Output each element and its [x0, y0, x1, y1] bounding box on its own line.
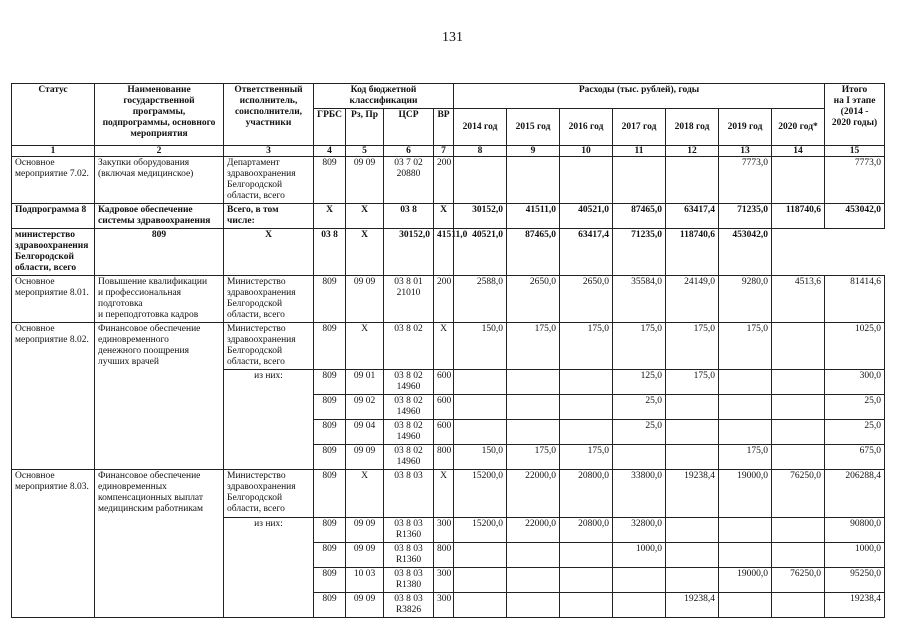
header-total: Итого на I этапе (2014 - 2020 годы) [825, 84, 885, 146]
cell-2019: 19000,0 [719, 568, 772, 593]
cell-2016 [560, 543, 613, 568]
cell-2017: 87465,0 [507, 229, 560, 276]
cell-rzpr: 09 09 [346, 276, 384, 323]
column-number: 11 [613, 146, 666, 157]
cell-total: 206288,4 [825, 470, 885, 518]
cell-2020 [772, 323, 825, 370]
cell-csr: 03 8 02 14960 [384, 395, 434, 420]
cell-2018 [666, 420, 719, 445]
cell-2016: 175,0 [560, 445, 613, 470]
cell-2018: 19238,4 [666, 470, 719, 518]
cell-csr: 03 8 [314, 229, 346, 276]
column-number: 10 [560, 146, 613, 157]
cell-executor: Всего, в том числе: [224, 204, 314, 229]
cell-rzpr: X [224, 229, 314, 276]
cell-2019 [719, 395, 772, 420]
cell-2015 [507, 420, 560, 445]
cell-rzpr: X [346, 470, 384, 518]
header-2015: 2015 год [507, 109, 560, 146]
header-executor: Ответственный исполнитель, соисполнители, участники [224, 84, 314, 146]
cell-vr: 800 [434, 543, 454, 568]
cell-executor: Министерство здравоохранения Белгородской области, всего [224, 276, 314, 323]
column-number: 13 [719, 146, 772, 157]
cell-executor: из них: [224, 370, 314, 470]
header-status: Статус [12, 84, 95, 146]
cell-2017 [613, 445, 666, 470]
cell-2018: 24149,0 [666, 276, 719, 323]
cell-2019 [719, 518, 772, 543]
cell-rzpr: 09 02 [346, 395, 384, 420]
cell-2016: 20800,0 [560, 470, 613, 518]
cell-rzpr: 09 09 [346, 518, 384, 543]
cell-csr: 03 8 02 14960 [384, 420, 434, 445]
cell-2014: 30152,0 [384, 229, 434, 276]
cell-name: Кадровое обеспечение системы здравоохранения [95, 204, 224, 229]
cell-vr: 200 [434, 276, 454, 323]
cell-2017: 125,0 [613, 370, 666, 395]
cell-2018: 175,0 [666, 370, 719, 395]
cell-2019: 71235,0 [613, 229, 666, 276]
cell-executor: из них: [224, 518, 314, 618]
cell-2015: 175,0 [507, 445, 560, 470]
cell-2018: 63417,4 [666, 204, 719, 229]
cell-2020 [772, 445, 825, 470]
column-number: 14 [772, 146, 825, 157]
cell-rzpr: 09 01 [346, 370, 384, 395]
cell-2015 [507, 543, 560, 568]
cell-vr: 600 [434, 395, 454, 420]
cell-2018: 175,0 [666, 323, 719, 370]
cell-2016 [560, 157, 613, 204]
cell-grbs: 809 [314, 276, 346, 323]
cell-2017: 32800,0 [613, 518, 666, 543]
cell-2020 [772, 420, 825, 445]
cell-2018 [666, 568, 719, 593]
cell-status: Основное мероприятие 7.02. [12, 157, 95, 204]
cell-2018 [666, 518, 719, 543]
cell-status: Основное мероприятие 8.02. [12, 323, 95, 470]
cell-2015: 41511,0 [507, 204, 560, 229]
cell-2017: 1000,0 [613, 543, 666, 568]
cell-2015 [507, 568, 560, 593]
column-number: 1 [12, 146, 95, 157]
cell-grbs: 809 [314, 395, 346, 420]
cell-rzpr: 10 03 [346, 568, 384, 593]
cell-2015 [507, 370, 560, 395]
cell-vr: 600 [434, 370, 454, 395]
column-number: 3 [224, 146, 314, 157]
cell-rzpr: 09 09 [346, 157, 384, 204]
cell-total: 90800,0 [825, 518, 885, 543]
cell-csr: 03 8 03 R1380 [384, 568, 434, 593]
cell-2020 [772, 157, 825, 204]
header-vr: ВР [434, 109, 454, 146]
cell-2014 [454, 420, 507, 445]
cell-grbs: 809 [314, 470, 346, 518]
table-row [12, 204, 885, 229]
cell-2019 [719, 370, 772, 395]
cell-csr: 03 8 03 R3826 [384, 593, 434, 618]
cell-total: 95250,0 [825, 568, 885, 593]
cell-2018: 19238,4 [666, 593, 719, 618]
cell-2017: 33800,0 [613, 470, 666, 518]
header-grbs: ГРБС [314, 109, 346, 146]
cell-2018: 63417,4 [560, 229, 613, 276]
cell-2015 [507, 593, 560, 618]
cell-2018 [666, 395, 719, 420]
cell-grbs: 809 [314, 445, 346, 470]
header-2019: 2019 год [719, 109, 772, 146]
cell-2014 [454, 395, 507, 420]
cell-csr: 03 8 02 14960 [384, 445, 434, 470]
cell-2017 [613, 568, 666, 593]
cell-vr: X [434, 470, 454, 518]
header-rzpr: Рз, Пр [346, 109, 384, 146]
cell-total: 81414,6 [825, 276, 885, 323]
cell-2020: 118740,6 [666, 229, 719, 276]
cell-csr: 03 8 03 R1360 [384, 518, 434, 543]
column-number: 9 [507, 146, 560, 157]
cell-2015: 175,0 [507, 323, 560, 370]
cell-2020 [772, 543, 825, 568]
cell-2020: 118740,6 [772, 204, 825, 229]
cell-2014: 30152,0 [454, 204, 507, 229]
table-body [12, 157, 885, 618]
cell-grbs: 809 [314, 370, 346, 395]
header-expenses: Расходы (тыс. рублей), годы [454, 84, 825, 109]
cell-grbs: 809 [95, 229, 224, 276]
cell-2019: 175,0 [719, 445, 772, 470]
header-2016: 2016 год [560, 109, 613, 146]
cell-2016: 20800,0 [560, 518, 613, 543]
cell-2020: 76250,0 [772, 568, 825, 593]
cell-vr: 300 [434, 568, 454, 593]
cell-grbs: 809 [314, 593, 346, 618]
cell-2019 [719, 593, 772, 618]
column-number: 7 [434, 146, 454, 157]
cell-2017 [613, 593, 666, 618]
cell-2019: 7773,0 [719, 157, 772, 204]
cell-2014: 150,0 [454, 445, 507, 470]
cell-total: 19238,4 [825, 593, 885, 618]
header-2014: 2014 год [454, 109, 507, 146]
cell-status: Основное мероприятие 8.03. [12, 470, 95, 618]
cell-2018 [666, 445, 719, 470]
column-number: 5 [346, 146, 384, 157]
cell-vr: X [434, 204, 454, 229]
cell-2015 [507, 157, 560, 204]
cell-2015: 41511,0 [434, 229, 454, 276]
cell-rzpr: 09 09 [346, 445, 384, 470]
cell-2017: 25,0 [613, 395, 666, 420]
cell-2015: 22000,0 [507, 470, 560, 518]
cell-2020 [772, 593, 825, 618]
cell-2016 [560, 420, 613, 445]
table-row [12, 229, 885, 276]
header-2018: 2018 год [666, 109, 719, 146]
budget-table [11, 83, 885, 618]
column-number-row [12, 146, 885, 157]
cell-2014: 2588,0 [454, 276, 507, 323]
cell-2016: 2650,0 [560, 276, 613, 323]
cell-vr: 200 [434, 157, 454, 204]
header-csr: ЦСР [384, 109, 434, 146]
cell-grbs: 809 [314, 323, 346, 370]
cell-2016 [560, 593, 613, 618]
column-number: 2 [95, 146, 224, 157]
cell-csr: 03 8 02 [384, 323, 434, 370]
cell-2015 [507, 395, 560, 420]
cell-name: Закупки оборудования (включая медицинское) [95, 157, 224, 204]
cell-2016: 40521,0 [560, 204, 613, 229]
cell-2015: 2650,0 [507, 276, 560, 323]
column-number: 6 [384, 146, 434, 157]
cell-2016 [560, 395, 613, 420]
cell-rzpr: X [346, 204, 384, 229]
column-number: 12 [666, 146, 719, 157]
column-number: 8 [454, 146, 507, 157]
header-2017: 2017 год [613, 109, 666, 146]
cell-csr: 03 8 03 [384, 470, 434, 518]
cell-2017: 25,0 [613, 420, 666, 445]
cell-name: Финансовое обеспечение единовременного денежного поощрения лучших врачей [95, 323, 224, 470]
table-row [12, 470, 885, 518]
cell-2018 [666, 543, 719, 568]
header-budget-code: Код бюджетной классификации [314, 84, 454, 109]
cell-executor: Министерство здравоохранения Белгородской области, всего [224, 470, 314, 518]
cell-2014 [454, 543, 507, 568]
cell-2018 [666, 157, 719, 204]
cell-vr: X [346, 229, 384, 276]
cell-2014 [454, 593, 507, 618]
cell-name: Финансовое обеспечение единовременных компенсационных выплат медицинским работникам [95, 470, 224, 618]
cell-grbs: X [314, 204, 346, 229]
cell-total: 1025,0 [825, 323, 885, 370]
cell-vr: 800 [434, 445, 454, 470]
table-row [12, 323, 885, 370]
cell-total: 1000,0 [825, 543, 885, 568]
cell-csr: 03 8 01 21010 [384, 276, 434, 323]
cell-total: 25,0 [825, 395, 885, 420]
cell-2019 [719, 543, 772, 568]
cell-grbs: 809 [314, 543, 346, 568]
cell-2019: 175,0 [719, 323, 772, 370]
cell-grbs: 809 [314, 518, 346, 543]
table-row [12, 157, 885, 204]
cell-rzpr: 09 09 [346, 543, 384, 568]
cell-2014 [454, 568, 507, 593]
column-number: 4 [314, 146, 346, 157]
cell-rzpr: 09 09 [346, 593, 384, 618]
cell-vr: 600 [434, 420, 454, 445]
cell-total: 7773,0 [825, 157, 885, 204]
cell-2019: 71235,0 [719, 204, 772, 229]
cell-csr: 03 8 03 R1360 [384, 543, 434, 568]
cell-vr: X [434, 323, 454, 370]
cell-2014: 150,0 [454, 323, 507, 370]
cell-2020: 76250,0 [772, 470, 825, 518]
cell-name: Повышение квалификации и профессиональная подготовка и переподготовка кадров [95, 276, 224, 323]
cell-total: 453042,0 [719, 229, 772, 276]
cell-2016: 175,0 [560, 323, 613, 370]
cell-executor: Министерство здравоохранения Белгородской области, всего [224, 323, 314, 370]
cell-csr: 03 8 [384, 204, 434, 229]
cell-2019: 19000,0 [719, 470, 772, 518]
cell-2020: 4513,6 [772, 276, 825, 323]
cell-total: 453042,0 [825, 204, 885, 229]
cell-vr: 300 [434, 593, 454, 618]
cell-executor: Департамент здравоохранения Белгородской области, всего [224, 157, 314, 204]
cell-2019: 9280,0 [719, 276, 772, 323]
column-number: 15 [825, 146, 885, 157]
header-name: Наименование государственной программы, подпрограммы, основного мероприятия [95, 84, 224, 146]
cell-2017 [613, 157, 666, 204]
cell-2020 [772, 518, 825, 543]
cell-2014: 15200,0 [454, 518, 507, 543]
table-row [12, 276, 885, 323]
cell-2017: 87465,0 [613, 204, 666, 229]
cell-2014: 15200,0 [454, 470, 507, 518]
cell-grbs: 809 [314, 420, 346, 445]
cell-csr: 03 8 02 14960 [384, 370, 434, 395]
cell-grbs: 809 [314, 157, 346, 204]
cell-total: 25,0 [825, 420, 885, 445]
cell-rzpr: 09 04 [346, 420, 384, 445]
cell-2016: 40521,0 [454, 229, 507, 276]
cell-executor: министерство здравоохранения Белгородской области, всего [12, 229, 95, 276]
cell-2020 [772, 395, 825, 420]
cell-2014 [454, 157, 507, 204]
cell-2017: 175,0 [613, 323, 666, 370]
header-2020: 2020 год* [772, 109, 825, 146]
cell-2017: 35584,0 [613, 276, 666, 323]
cell-grbs: 809 [314, 568, 346, 593]
cell-2015: 22000,0 [507, 518, 560, 543]
cell-status: Подпрограмма 8 [12, 204, 95, 229]
cell-2020 [772, 370, 825, 395]
cell-2016 [560, 568, 613, 593]
cell-2014 [454, 370, 507, 395]
cell-total: 675,0 [825, 445, 885, 470]
cell-status: Основное мероприятие 8.01. [12, 276, 95, 323]
cell-csr: 03 7 02 20880 [384, 157, 434, 204]
cell-2019 [719, 420, 772, 445]
cell-rzpr: X [346, 323, 384, 370]
cell-vr: 300 [434, 518, 454, 543]
cell-2016 [560, 370, 613, 395]
cell-total: 300,0 [825, 370, 885, 395]
page-number: 131 [442, 30, 463, 45]
